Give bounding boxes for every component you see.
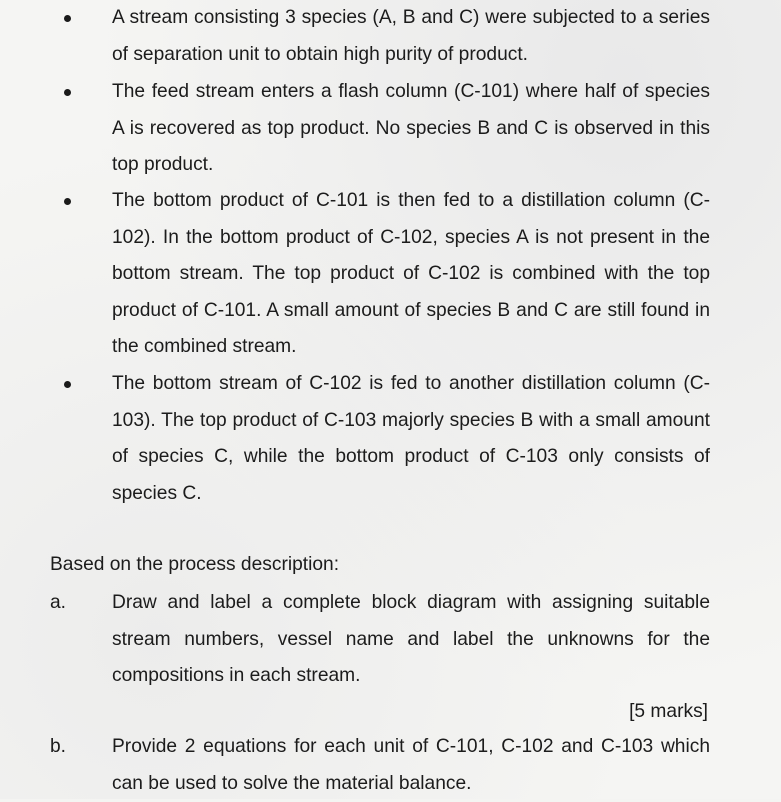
question-letter: b. bbox=[50, 736, 67, 757]
question-letter: a. bbox=[50, 592, 67, 613]
bullet-text: A stream consisting 3 species (A, B and C) were subjected to a series of separation unit to obtain high purity of product. bbox=[112, 7, 710, 65]
marks-label: [5 marks] bbox=[629, 701, 708, 722]
question-text: Provide 2 equations for each unit of C-101, C-102 and C-103 which can be used to solve the material balance. bbox=[112, 736, 710, 794]
bullet-text: The feed stream enters a flash column (C-101) where half of species A is recovered as top product. No species B and C is observed in this top product. bbox=[112, 81, 710, 175]
bullet-point bbox=[64, 198, 71, 205]
bullet-text: The bottom stream of C-102 is fed to another distillation column (C-103). The top product of C-103 majorly species B with a small amount of species C, while the bottom product of C-103 only consists of species C. bbox=[112, 373, 710, 504]
question-text: Draw and label a complete block diagram with assigning suitable stream numbers, vessel name and label the unknowns for the compositions in each stream. bbox=[112, 592, 710, 686]
bullet-point bbox=[64, 15, 71, 22]
question-intro: Based on the process description: bbox=[50, 554, 340, 575]
bullet-point bbox=[64, 381, 71, 388]
bullet-text: The bottom product of C-101 is then fed to a distillation column (C-102). In the bottom product of C-102, species A is not present in the bottom stream. The top product of C-102 is combined with the top product of C-101. A small amount of species B and C are still found in the combined stream. bbox=[112, 190, 710, 357]
bullet-point bbox=[64, 89, 71, 96]
